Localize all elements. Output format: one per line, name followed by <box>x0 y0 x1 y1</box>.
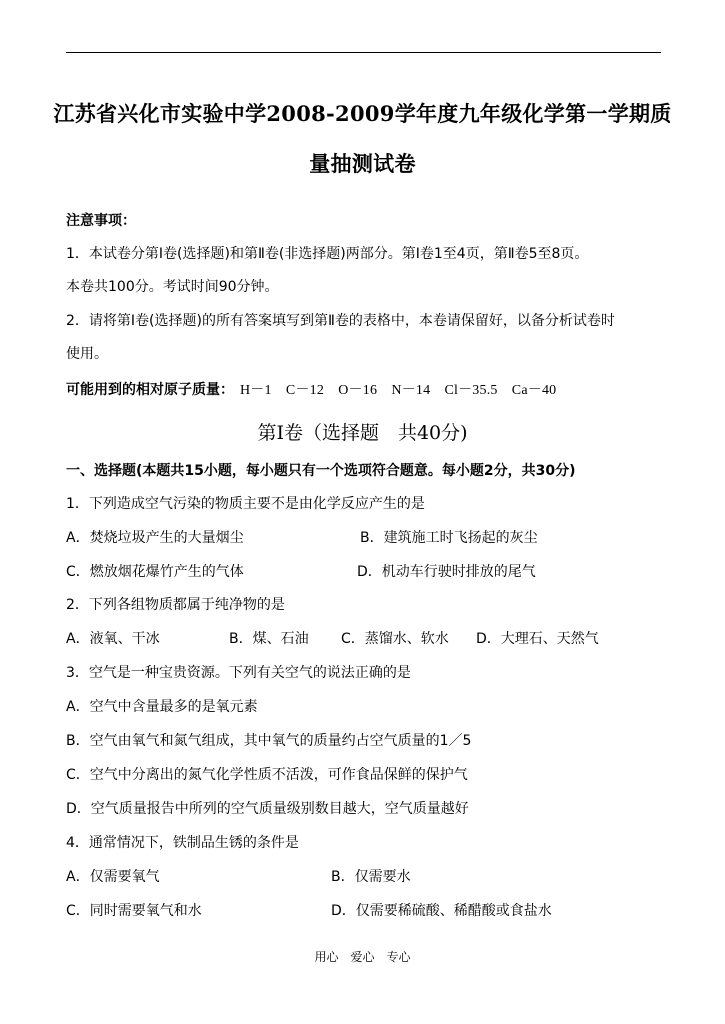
atomic-mass-label: 可能用到的相对原子质量： <box>66 382 234 398</box>
atomic-mass-line <box>66 380 666 401</box>
question-4-stem: 4．通常情况下，铁制品生锈的条件是 <box>66 835 299 851</box>
question-4-option-c: C．同时需要氧气和水 <box>66 903 202 919</box>
document-title-line-2: 量抽测试卷 <box>309 151 416 176</box>
question-3-option-b: B．空气由氧气和氮气组成，其中氧气的质量约占空气质量的1／5 <box>66 733 472 749</box>
atomic-mass-values: H－1 C－12 O－16 N－14 Cl－35.5 Ca－40 <box>240 383 557 398</box>
question-4-option-b: B．仅需要水 <box>331 869 411 885</box>
question-1-option-c: C．燃放烟花爆竹产生的气体 <box>66 564 244 580</box>
part-heading: 一、选择题(本题共15小题，每小题只有一个选项符合题意。每小题2分，共30分) <box>66 463 576 479</box>
note-item-1b: 本卷共100分。考试时间90分钟。 <box>66 279 279 295</box>
note-item-2b: 使用。 <box>66 346 108 362</box>
question-1-option-b: B．建筑施工时飞扬起的灰尘 <box>360 530 538 546</box>
question-2-option-a: A．液氧、干冰 <box>66 631 160 647</box>
question-1-stem: 1．下列造成空气污染的物质主要不是由化学反应产生的是 <box>66 496 425 512</box>
question-2-option-c: C．蒸馏水、软水 <box>341 631 449 647</box>
question-3-option-a: A．空气中含量最多的是氧元素 <box>66 699 258 715</box>
notes-heading: 注意事项： <box>66 213 136 229</box>
question-2-option-b: B．煤、石油 <box>229 631 309 647</box>
question-1-option-a: A．焚烧垃圾产生的大量烟尘 <box>66 530 244 546</box>
question-2-option-d: D．大理石、天然气 <box>476 631 599 647</box>
header-rule <box>66 52 661 53</box>
question-3-option-c: C．空气中分离出的氮气化学性质不活泼，可作食品保鲜的保护气 <box>66 767 468 783</box>
note-item-2a: 2．请将第Ⅰ卷(选择题)的所有答案填写到第Ⅱ卷的表格中，本卷请保留好，以备分析试卷时 <box>66 313 615 329</box>
document-title-line-1: 江苏省兴化市实验中学2008-2009学年度九年级化学第一学期质 <box>53 101 672 126</box>
note-item-1a: 1．本试卷分第Ⅰ卷(选择题)和第Ⅱ卷(非选择题)两部分。第Ⅰ卷1至4页，第Ⅱ卷5至8页。 <box>66 246 589 262</box>
question-2-stem: 2．下列各组物质都属于纯净物的是 <box>66 597 285 613</box>
section-title: 第Ⅰ卷（选择题 共40分) <box>257 422 468 444</box>
question-3-stem: 3．空气是一种宝贵资源。下列有关空气的说法正确的是 <box>66 665 411 681</box>
question-4-option-a: A．仅需要氧气 <box>66 869 160 885</box>
question-1-option-d: D．机动车行驶时排放的尾气 <box>357 564 536 580</box>
page-footer: 用心 爱心 专心 <box>314 950 411 964</box>
question-4-option-d: D．仅需要稀硫酸、稀醋酸或食盐水 <box>331 903 552 919</box>
question-3-option-d: D．空气质量报告中所列的空气质量级别数目越大，空气质量越好 <box>66 801 469 817</box>
